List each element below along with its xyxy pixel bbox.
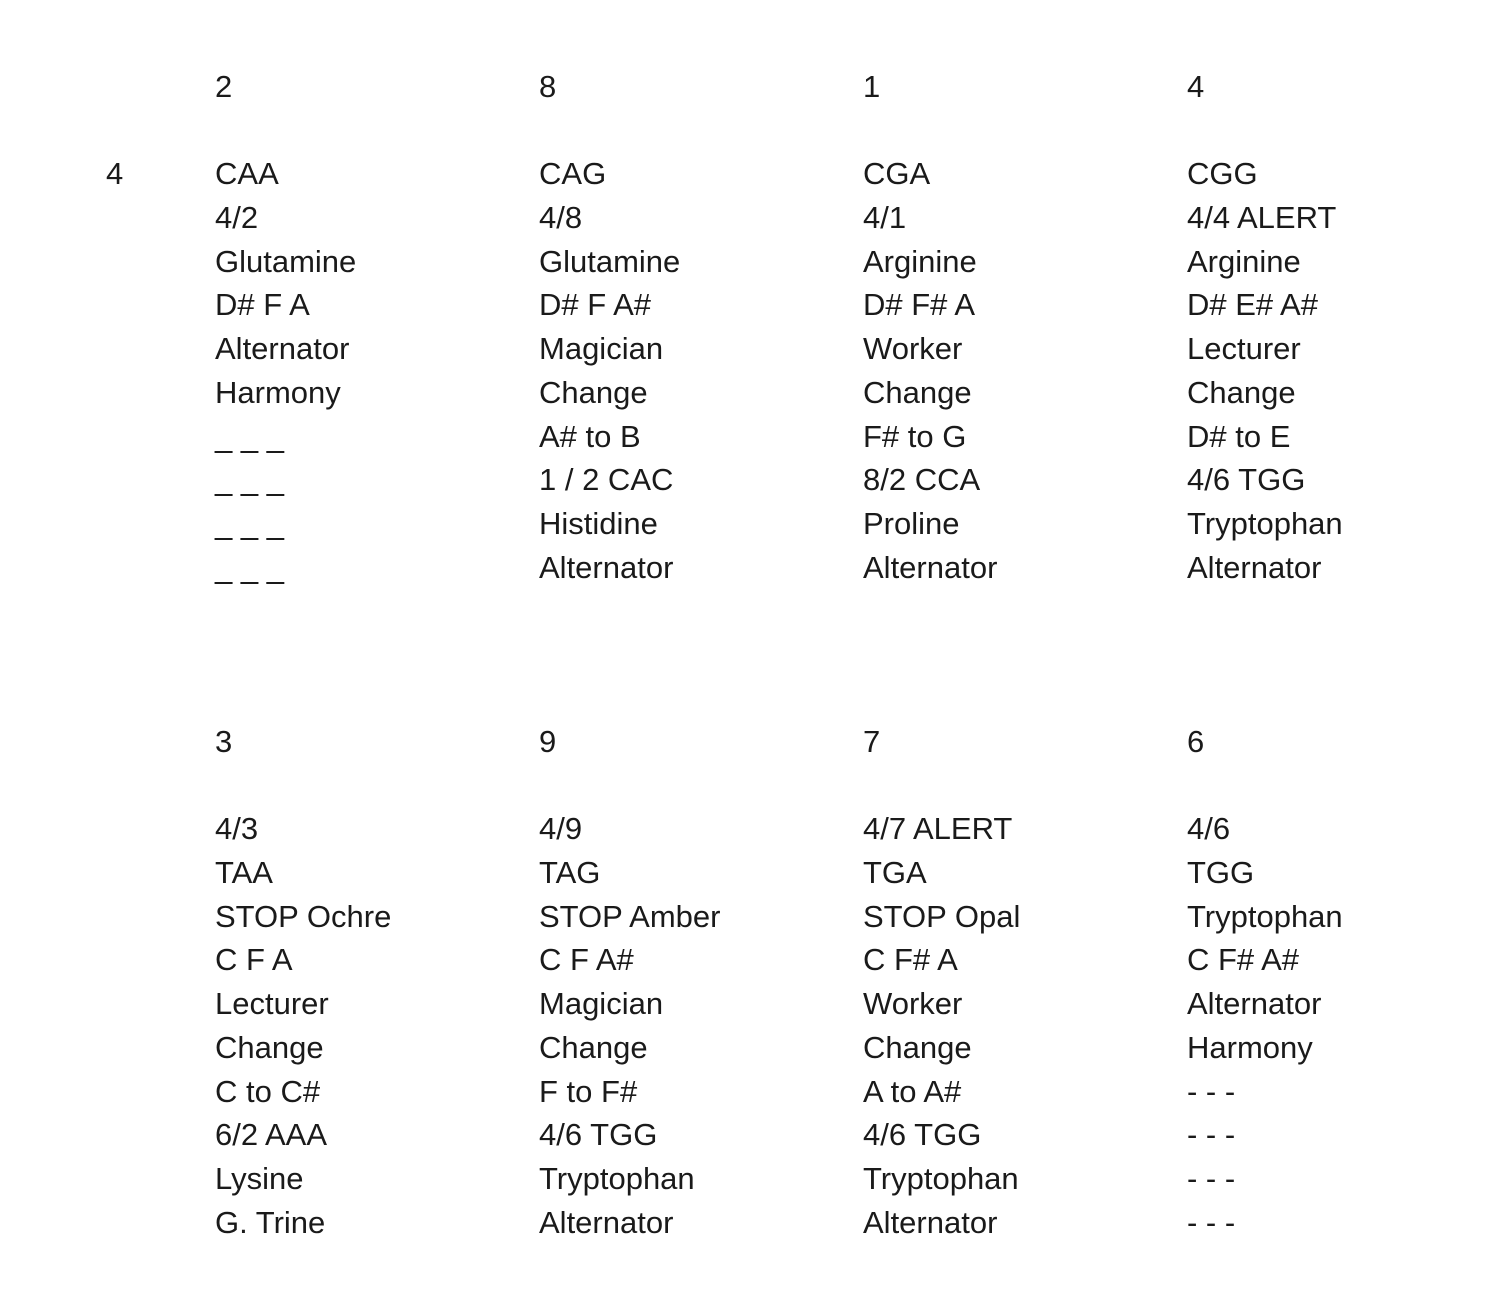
column-line: A# to B [539,418,641,454]
column-line: - - - [1187,1117,1236,1153]
bottom-column [1187,720,1507,1244]
column-line: STOP Amber [539,898,721,934]
column-line: - - - [1187,1073,1236,1109]
column-line: Change [863,374,972,410]
column-line: 4/7 ALERT [863,811,1013,847]
column-line: Lecturer [215,986,329,1022]
column-line: Glutamine [215,243,357,279]
column-number: 3 [215,724,233,759]
column-line: Magician [539,331,664,367]
column-line: 4/8 [539,200,583,236]
column-line: 4/4 ALERT [1187,200,1337,236]
column-line: STOP Opal [863,898,1021,934]
top-column [1187,65,1507,589]
row-label: 4 [106,156,124,191]
column-number: 8 [539,69,557,104]
column-line: Glutamine [539,243,681,279]
column-line: 4/6 TGG [539,1117,658,1153]
column-line: 4/3 [215,811,259,847]
column-line: Lecturer [1187,331,1301,367]
top-column [863,65,1183,589]
column-line: TAA [215,855,273,891]
column-line: D# F# A [863,287,975,323]
column-line: TGA [863,855,927,891]
column-line: C F# A# [1187,942,1299,978]
column-number: 9 [539,724,557,759]
column-line: 4/6 TGG [1187,462,1306,498]
column-line: _ _ _ [215,505,284,541]
column-line: 6/2 AAA [215,1117,328,1153]
top-column [215,65,535,589]
column-line: 1 / 2 CAC [539,462,674,498]
column-line: CGG [1187,156,1258,192]
column-line: C F A [215,942,293,978]
column-line: _ _ _ [215,418,284,454]
column-line: Arginine [863,243,977,279]
column-line: D# E# A# [1187,287,1318,323]
column-line: C to C# [215,1073,321,1109]
column-line: Magician [539,986,664,1022]
column-line: Change [1187,374,1296,410]
column-line: TGG [1187,855,1255,891]
column-line: Tryptophan [1187,505,1343,541]
column-line: G. Trine [215,1204,326,1240]
bottom-column [539,720,859,1244]
column-line: D# F A# [539,287,651,323]
column-line: Change [539,1029,648,1065]
column-line: Arginine [1187,243,1301,279]
column-line: CAG [539,156,607,192]
column-line: CAA [215,156,279,192]
column-line: 8/2 CCA [863,462,981,498]
column-line: Change [539,374,648,410]
column-line: CGA [863,156,931,192]
column-line: - - - [1187,1160,1236,1196]
column-line: _ _ _ [215,462,284,498]
column-line: Histidine [539,505,658,541]
column-line: Alternator [539,1204,674,1240]
column-line: Alternator [215,331,350,367]
column-line: Lysine [215,1160,304,1196]
column-line: Alternator [863,1204,998,1240]
column-line: Tryptophan [539,1160,695,1196]
column-line: Harmony [1187,1029,1313,1065]
column-line: Tryptophan [863,1160,1019,1196]
column-line: 4/9 [539,811,583,847]
column-line: Change [215,1029,324,1065]
column-line: Change [863,1029,972,1065]
top-column [539,65,859,589]
column-line: Tryptophan [1187,898,1343,934]
column-number: 4 [1187,69,1205,104]
bottom-column [215,720,535,1244]
column-line: 4/1 [863,200,907,236]
column-line: C F A# [539,942,634,978]
column-line: D# to E [1187,418,1291,454]
column-line: Worker [863,986,963,1022]
bottom-column [863,720,1183,1244]
column-line: Alternator [1187,549,1322,585]
column-line: D# F A [215,287,310,323]
column-number: 1 [863,69,881,104]
column-line: Proline [863,505,960,541]
column-line: Alternator [539,549,674,585]
column-line: Alternator [1187,986,1322,1022]
column-line: 4/6 TGG [863,1117,982,1153]
column-line: F# to G [863,418,967,454]
column-line: - - - [1187,1204,1236,1240]
column-line: 4/2 [215,200,259,236]
column-line: Harmony [215,374,341,410]
column-number: 7 [863,724,881,759]
column-line: STOP Ochre [215,898,392,934]
column-line: _ _ _ [215,549,284,585]
column-line: 4/6 [1187,811,1231,847]
column-line: Alternator [863,549,998,585]
column-number: 6 [1187,724,1205,759]
column-line: Worker [863,331,963,367]
column-line: A to A# [863,1073,962,1109]
column-number: 2 [215,69,233,104]
column-line: C F# A [863,942,958,978]
column-line: TAG [539,855,601,891]
column-line: F to F# [539,1073,638,1109]
